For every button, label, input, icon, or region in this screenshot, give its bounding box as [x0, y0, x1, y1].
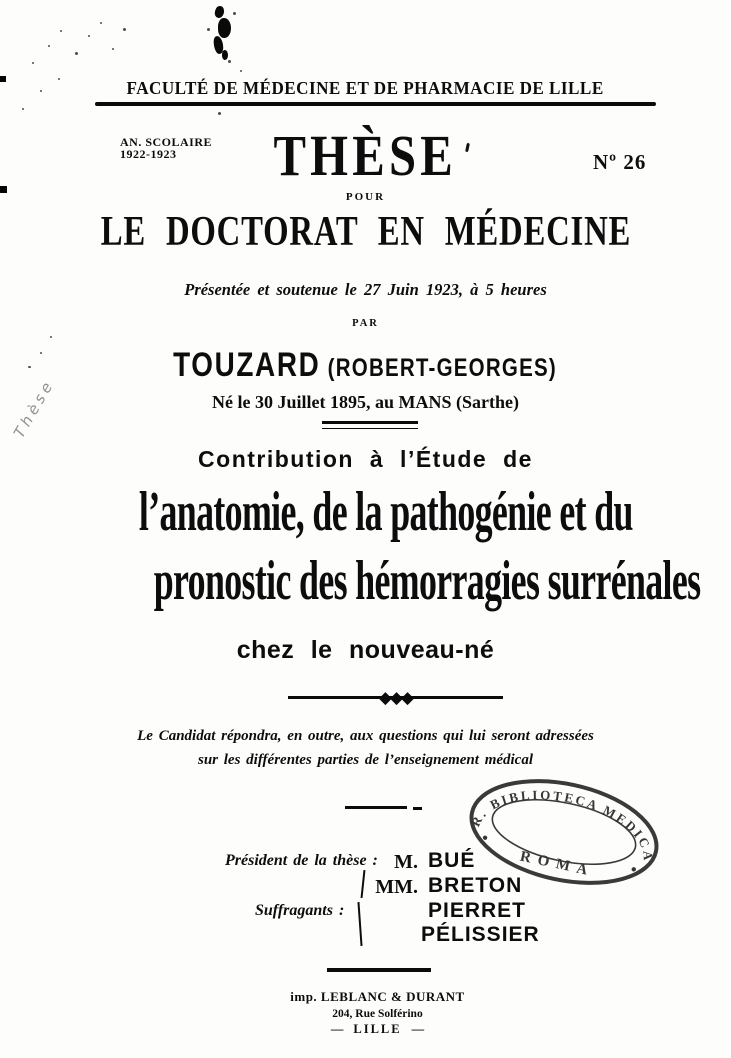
- ink-speck: [88, 35, 90, 37]
- title-line-1: [0, 481, 731, 543]
- printer-address: 204, Rue Solférino: [332, 1008, 423, 1020]
- ink-blot: [218, 18, 231, 38]
- author-firstnames: (ROBERT-GEORGES): [328, 354, 558, 382]
- ink-speck: [32, 62, 34, 64]
- ink-speck: [123, 28, 126, 31]
- ink-speck: [50, 336, 52, 338]
- ink-speck: [112, 48, 114, 50]
- president-prefix: M.: [394, 851, 418, 873]
- defense-date-line: Présentée et soutenue le 27 Juin 1923, à 5 heures: [184, 280, 547, 299]
- stamp-city-text: ROMA: [518, 848, 596, 880]
- degree-title-text: LE DOCTORAT EN MÉDECINE: [100, 209, 631, 255]
- separator-double-rule: [322, 421, 418, 429]
- degree-title: [0, 211, 731, 253]
- thesis-number: Nº 26: [593, 150, 647, 174]
- margin-handwriting: Thèse: [10, 375, 59, 441]
- faculty-header: [0, 78, 731, 99]
- printer-city: LILLE: [353, 1022, 402, 1036]
- author-surname: TOUZARD: [173, 346, 321, 384]
- faculty-header-text: FACULTÉ DE MÉDECINE ET DE PHARMACIE DE LILLE: [126, 78, 605, 98]
- stamp-dot-right: [631, 867, 636, 872]
- document-type-text: THÈSE: [273, 123, 458, 188]
- ink-speck: [218, 112, 221, 115]
- city-dash-right: —: [411, 1022, 425, 1036]
- candidate-note-line-1: Le Candidat répondra, en outre, aux questions qui lui seront adressées: [137, 728, 594, 744]
- ink-speck: [75, 52, 78, 55]
- par-label: PAR: [352, 318, 379, 329]
- divider-diamonds: ◆◆◆: [378, 688, 413, 707]
- author-line: [0, 346, 731, 385]
- pour-label: POUR: [345, 191, 386, 203]
- ink-speck: [100, 22, 102, 24]
- suffragant-name: PÉLISSIER: [421, 923, 540, 946]
- stamp-arc-text: R. BIBLIOTECA MEDICA: [467, 787, 657, 864]
- ink-speck: [233, 12, 236, 15]
- school-year-label: AN. SCOLAIRE: [120, 135, 213, 149]
- city-dash-left: —: [330, 1022, 344, 1036]
- suffragants-label: Suffragants :: [255, 902, 345, 919]
- title-line-2-text: pronostic des hémorragies surrénales: [153, 550, 701, 612]
- candidate-note-line-2: sur les différentes parties de l’enseignement médical: [197, 752, 534, 768]
- short-rule-fragment: [413, 807, 422, 810]
- ink-speck: [60, 30, 62, 32]
- printer-city-line: [240, 1022, 515, 1037]
- suffragants-prefix: MM.: [375, 876, 418, 898]
- title-line-2: [0, 550, 731, 612]
- president-label: Président de la thèse :: [225, 852, 378, 869]
- ink-speck: [207, 28, 210, 31]
- stamp-dot-left: [482, 835, 487, 840]
- ink-speck: [22, 108, 24, 110]
- title-line-1-text: l’anatomie, de la pathogénie et du: [138, 481, 633, 543]
- ink-speck: [228, 60, 231, 63]
- short-rule: [345, 806, 407, 809]
- ink-speck: [48, 45, 50, 47]
- president-name: BUÉ: [428, 849, 476, 872]
- author-birth-line: Né le 30 Juillet 1895, au MANS (Sarthe): [212, 392, 519, 412]
- printer-imprint: [240, 989, 515, 1037]
- school-year-value: 1922-1923: [120, 147, 177, 161]
- diamond-divider: [288, 688, 503, 706]
- header-rule: [95, 102, 656, 106]
- title-intro: Contribution à l’Étude de: [198, 446, 533, 472]
- ink-speck: [240, 70, 242, 72]
- ink-blot: [222, 50, 228, 60]
- suffragants-brace: [357, 902, 362, 946]
- printer-name: imp. LEBLANC & DURANT: [290, 989, 465, 1004]
- suffragant-name: PIERRET: [428, 899, 527, 922]
- suffragant-name: BRETON: [428, 874, 523, 897]
- author-name-group: [174, 346, 558, 385]
- ink-blot: [214, 5, 226, 19]
- imprint-rule: [327, 968, 431, 972]
- title-line-3: chez le nouveau-né: [236, 636, 495, 664]
